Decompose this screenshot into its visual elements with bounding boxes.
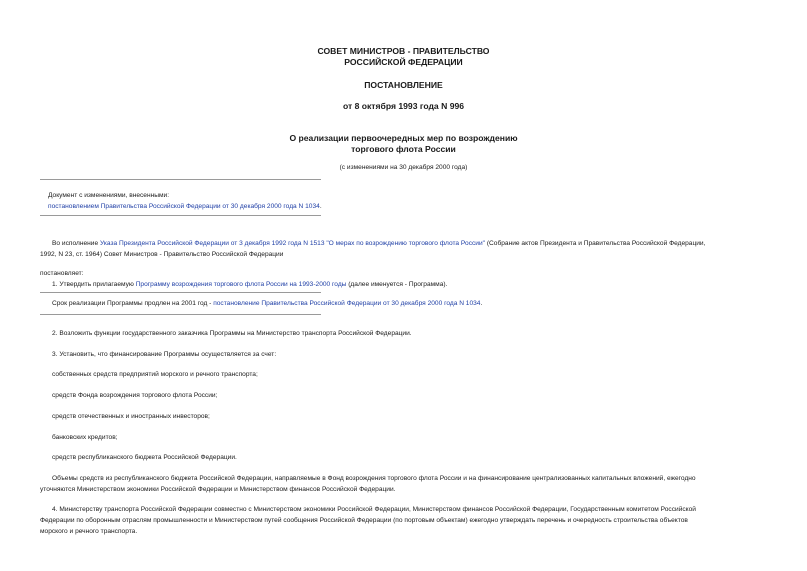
term-rule-bottom bbox=[40, 314, 321, 315]
amendment-note-ref bbox=[48, 201, 322, 212]
funding-source-item: средств республиканского бюджета Российской Федерации. bbox=[52, 454, 237, 461]
item-1-tail: (далее именуется - Программа). bbox=[346, 281, 448, 288]
amendment-note-link[interactable]: постановлением Правительства Российской Федерации от 30 декабря 2000 года N 1034 bbox=[48, 203, 320, 210]
document-title-line-1: О реализации первоочередных мер по возрождению bbox=[289, 133, 518, 143]
item-4-line-3: морского и речного транспорта. bbox=[40, 528, 138, 535]
item-2: 2. Возложить функции государственного заказчика Программы на Министерство транспорта Российской Федерации. bbox=[52, 330, 412, 337]
volume-paragraph-line-1: Объемы средств из республиканского бюджета Российской Федерации, направляемые в Фонд возрождения торгового флота России и на финансирование централизованных капитальных вложений, ежегодно bbox=[52, 475, 696, 482]
funding-source-item: средств отечественных и иностранных инвесторов; bbox=[52, 413, 210, 420]
volume-paragraph-line-2: уточняются Министерством экономики Российской Федерации и Министерством финансов Российской Федерации. bbox=[40, 486, 396, 493]
term-note-link[interactable]: постановление Правительства Российской Федерации от 30 декабря 2000 года N 1034 bbox=[213, 300, 481, 307]
item-1-lead: 1. Утвердить прилагаемую bbox=[52, 281, 136, 288]
note-rule-bottom bbox=[40, 215, 321, 216]
document-type: ПОСТАНОВЛЕНИЕ bbox=[364, 80, 443, 90]
preamble-line-1 bbox=[52, 238, 705, 249]
amendments-note: (с изменениями на 30 декабря 2000 года) bbox=[339, 164, 468, 171]
term-note bbox=[52, 298, 482, 309]
presidential-decree-link[interactable]: Указа Президента Российской Федерации от 3 декабря 1992 года N 1513 "О мерах по возрождению торгового флота России" bbox=[99, 240, 486, 247]
amendment-note-tail: . bbox=[319, 203, 322, 210]
note-rule-top bbox=[40, 179, 321, 180]
issuer-line-2: РОССИЙСКОЙ ФЕДЕРАЦИИ bbox=[344, 57, 463, 67]
resolves-text: постановляет: bbox=[40, 270, 84, 277]
issuer-line-1: СОВЕТ МИНИСТРОВ - ПРАВИТЕЛЬСТВО bbox=[317, 46, 490, 56]
funding-source-item: собственных средств предприятий морского и речного транспорта; bbox=[52, 371, 258, 378]
preamble-lead: Во исполнение bbox=[52, 240, 100, 247]
item-4-line-2: Федерации по оборонным отраслям промышленности и Министерством путей сообщения Российской Федерации (по портовым объектам) ежегодно утверждать перечень и очередность строительства объектов bbox=[40, 517, 688, 524]
document-title-line-2: торгового флота России bbox=[351, 144, 456, 154]
preamble-line-2: 1992, N 23, ст. 1964) Совет Министров - Правительство Российской Федерации bbox=[40, 251, 284, 258]
document-date-number: от 8 октября 1993 года N 996 bbox=[342, 101, 465, 111]
item-4-line-1: 4. Министерству транспорта Российской Федерации совместно с Министерством экономики Российской Федерации, Министерством финансов Российской Федерации, Государственным комитетом Российской bbox=[52, 506, 696, 513]
program-link[interactable]: Программу возрождения торгового флота России на 1993-2000 годы bbox=[135, 281, 347, 288]
amendment-note-text: Документ с изменениями, внесенными: bbox=[48, 192, 170, 199]
funding-source-item: банковских кредитов; bbox=[52, 434, 118, 441]
term-note-tail: . bbox=[480, 300, 483, 307]
term-rule-top bbox=[40, 292, 321, 293]
funding-source-item: средств Фонда возрождения торгового флота России; bbox=[52, 392, 218, 399]
item-1 bbox=[52, 279, 447, 290]
item-3: 3. Установить, что финансирование Программы осуществляется за счет: bbox=[52, 351, 277, 358]
preamble-tail: (Собрание актов Президента и Правительства Российской Федерации, bbox=[485, 240, 706, 247]
term-note-lead: Срок реализации Программы продлен на 2001 год - bbox=[52, 300, 214, 307]
